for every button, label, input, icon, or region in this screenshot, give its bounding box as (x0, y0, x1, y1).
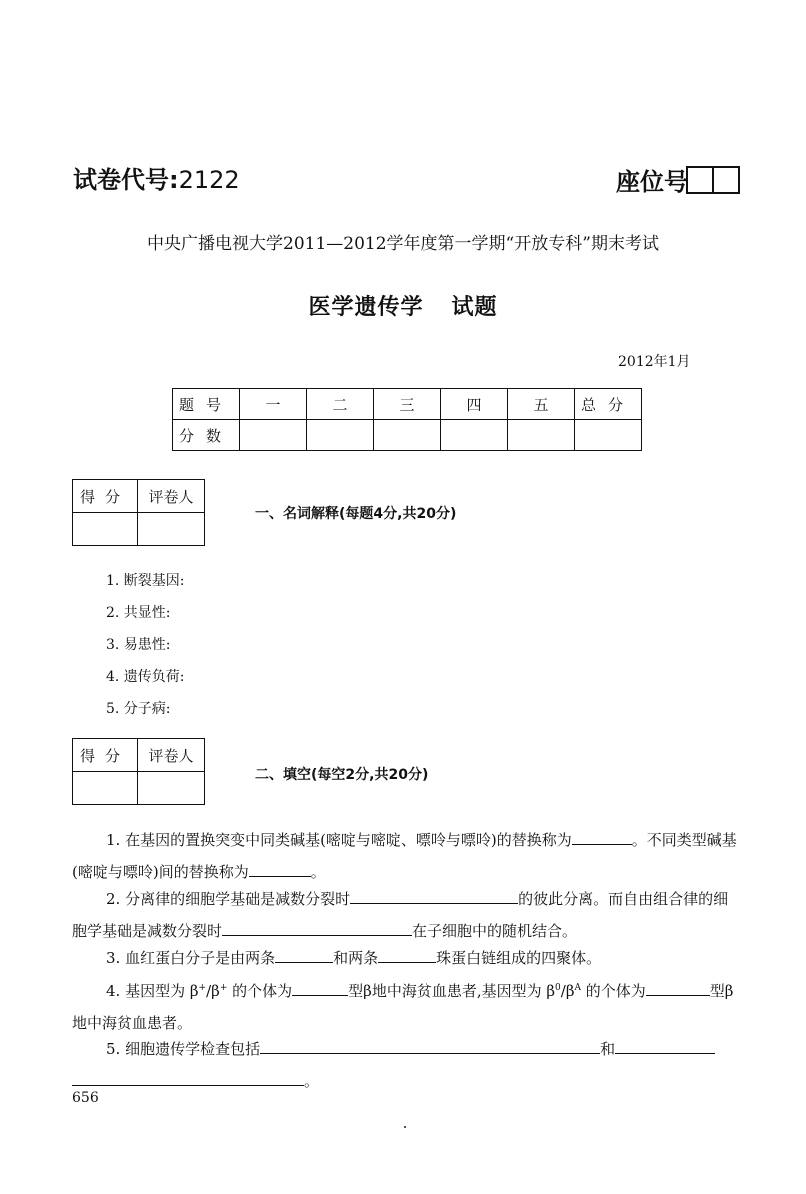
term-item: 1. 断裂基因: (106, 573, 185, 589)
fill-question-1: 1. 在基因的置换突变中同类碱基(嘧啶与嘧啶、嘌呤与嘌呤)的替换称为 。不同类型碱基(嘧啶与嘌呤)间的替换称为 。 (72, 831, 737, 881)
seat-label: 座位号 (616, 168, 688, 196)
answer-blank[interactable] (572, 829, 632, 845)
subject-title-part2: 试题 (451, 295, 498, 320)
fill-question-4: 4. 基因型为 β+/β+ 的个体为 型β地中海贫血患者,基因型为 $\beta^0/\beta^A$ 的个体为 型β地中海贫血患者。 (72, 982, 734, 1032)
grader-name-cell[interactable] (138, 772, 205, 805)
score-cell[interactable] (575, 420, 642, 451)
score-table-header-cell: 五 (508, 389, 575, 420)
score-table-header-row (173, 389, 642, 420)
answer-blank[interactable] (249, 861, 311, 877)
grader-table-section1 (72, 479, 205, 546)
score-table-header-cell: 题号 (173, 389, 240, 420)
term-item: 4. 遗传负荷: (106, 669, 185, 685)
answer-blank[interactable] (646, 980, 710, 996)
fill-question-2: 2. 分离律的细胞学基础是减数分裂时 的彼此分离。而自由组合律的细胞学基础是减数分裂时 在子细胞中的随机结合。 (72, 890, 729, 940)
grader-score-cell[interactable] (73, 513, 138, 546)
term-item: 2. 共显性: (106, 605, 171, 621)
answer-blank[interactable] (378, 947, 436, 963)
answer-blank[interactable] (350, 888, 518, 904)
score-table-header-cell: 三 (374, 389, 441, 420)
subject-title-part1: 医学遗传学 (308, 295, 424, 320)
grader-score-label: 得分 (73, 480, 138, 513)
answer-blank[interactable] (222, 920, 412, 936)
answer-blank[interactable] (292, 980, 348, 996)
score-table-score-row (173, 420, 642, 451)
exam-date: 2012年1月 (618, 354, 691, 370)
exam-title: 中央广播电视大学2011—2012学年度第一学期“开放专科”期末考试 (147, 234, 659, 254)
seat-number (616, 162, 740, 197)
page-number: 656 (72, 1090, 99, 1106)
fill-question-5: 5. 细胞遗传学检查包括 和。 (72, 1034, 740, 1097)
score-cell[interactable] (441, 420, 508, 451)
score-table-header-cell: 一 (240, 389, 307, 420)
score-table-row-label: 分数 (173, 420, 240, 451)
section2-title: 二、填空(每空2分,共20分) (255, 767, 429, 783)
score-cell[interactable] (508, 420, 575, 451)
grader-score-label: 得分 (73, 739, 138, 772)
fill-question-3: 3. 血红蛋白分子是由两条 和两条 珠蛋白链组成的四聚体。 (106, 949, 602, 967)
grader-score-cell[interactable] (73, 772, 138, 805)
scan-dot (404, 1126, 406, 1128)
paper-code-label: 试卷代号: (73, 166, 179, 194)
score-table (172, 388, 642, 451)
score-table-header-cell: 四 (441, 389, 508, 420)
answer-blank[interactable] (615, 1038, 715, 1054)
seat-box-2[interactable] (712, 166, 740, 194)
answer-blank[interactable] (275, 947, 333, 963)
grader-name-cell[interactable] (138, 513, 205, 546)
answer-blank[interactable] (260, 1038, 600, 1054)
term-item: 5. 分子病: (106, 701, 171, 717)
term-item: 3. 易患性: (106, 637, 171, 653)
answer-blank[interactable] (72, 1070, 304, 1086)
score-table-header-cell: 二 (307, 389, 374, 420)
grader-name-label: 评卷人 (138, 739, 205, 772)
paper-code-value: 2122 (178, 166, 240, 194)
grader-name-label: 评卷人 (138, 480, 205, 513)
seat-box-1[interactable] (686, 166, 714, 194)
score-cell[interactable] (307, 420, 374, 451)
score-cell[interactable] (240, 420, 307, 451)
subject-title (0, 290, 806, 321)
score-table-header-cell: 总分 (575, 389, 642, 420)
score-cell[interactable] (374, 420, 441, 451)
grader-table-section2 (72, 738, 205, 805)
paper-code (73, 160, 240, 195)
section1-title: 一、名词解释(每题4分,共20分) (255, 506, 457, 522)
